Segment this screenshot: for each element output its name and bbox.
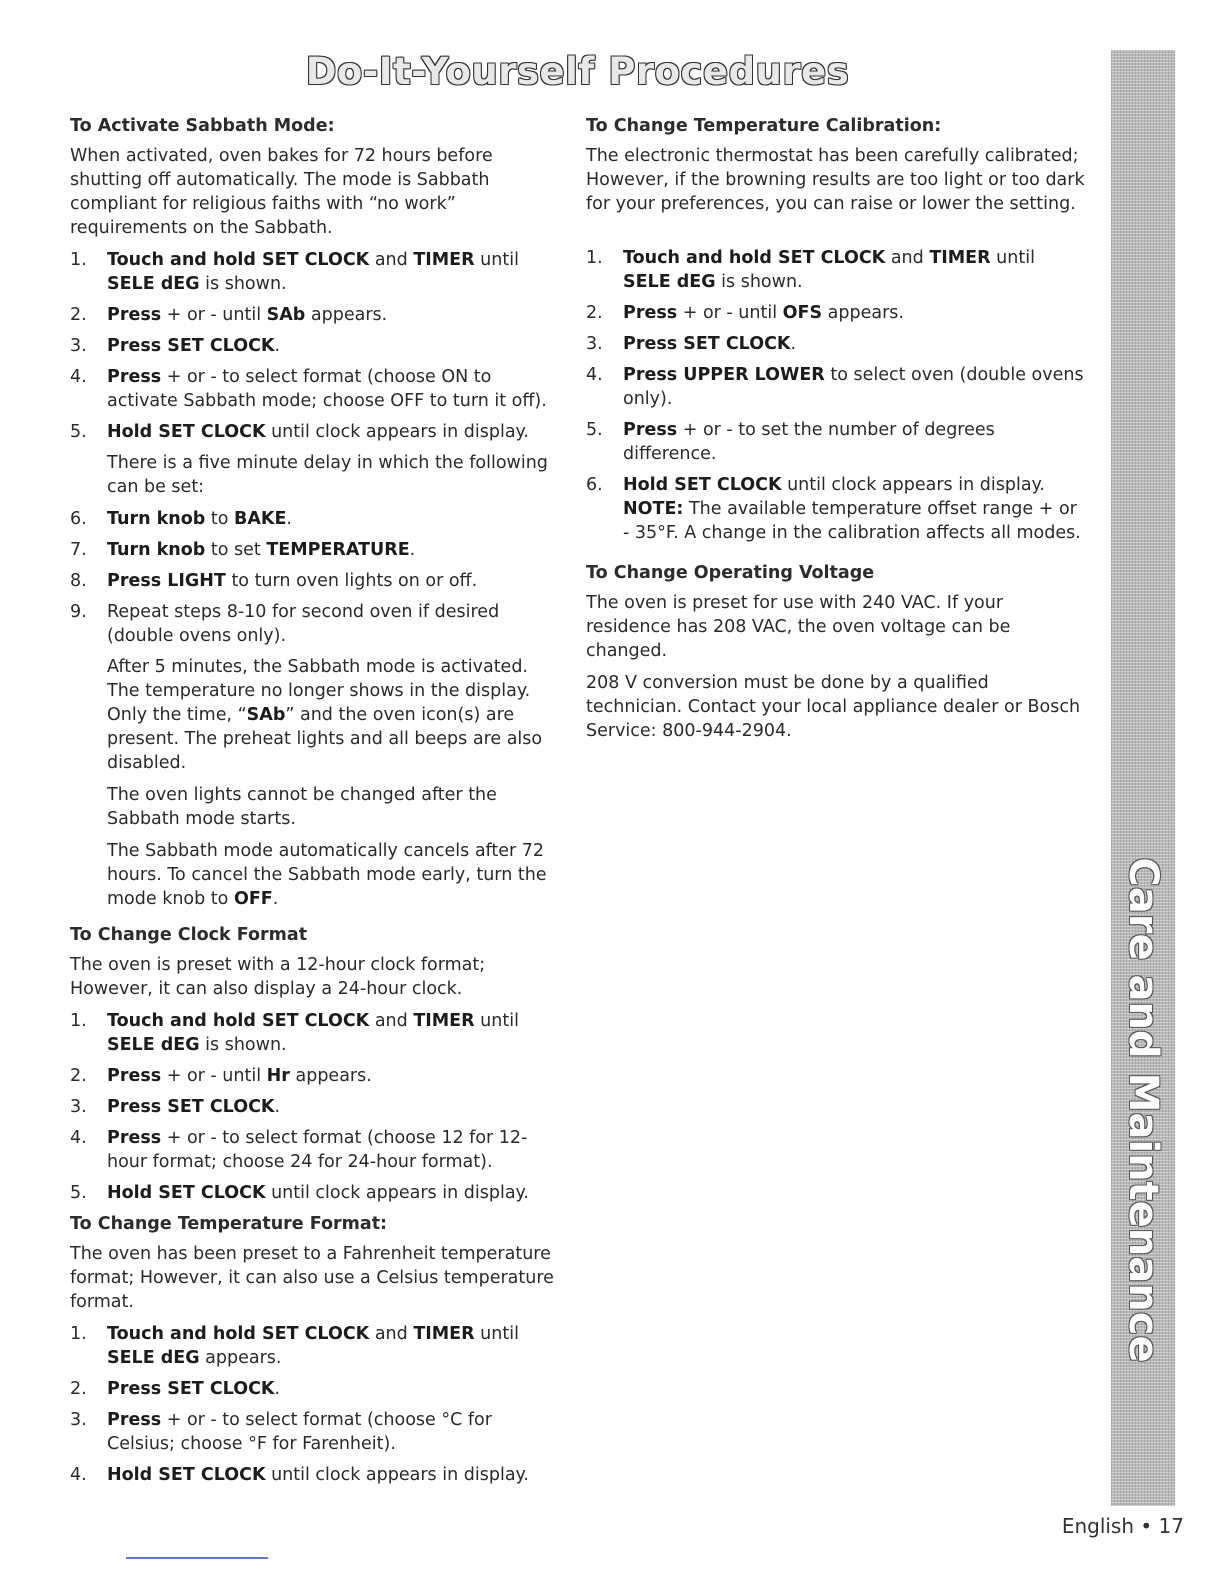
step-number: 5. [586,420,603,440]
section-heading-clock-format: To Change Clock Format [70,925,308,945]
list-item [70,334,560,358]
step-number: 2. [70,305,87,325]
step-emphasis: Hold SET CLOCK [107,422,266,442]
section-heading-sabbath: To Activate Sabbath Mode: [70,116,335,136]
step-number: 2. [70,1066,87,1086]
section-heading-voltage: To Change Operating Voltage [586,563,875,583]
list-item [70,1064,560,1088]
step-number: 4. [70,367,87,387]
step-text: is shown. [199,1035,287,1055]
step-text: + or - until [677,303,783,323]
right-column [586,114,1086,751]
list-item [586,246,1086,294]
step-text: + or - to select format (choose ON to activate Sabbath mode; choose OFF to turn it off). [107,367,547,411]
step-number: 3. [70,1410,87,1430]
step-emphasis: TIMER [413,1324,475,1344]
step-number: 2. [586,303,603,323]
list-item [70,1009,560,1057]
step-number: 6. [586,475,603,495]
step-text: and [885,248,930,268]
step-text: + or - until [161,305,267,325]
step-text: until clock appears in display. [265,1465,529,1485]
voltage-note: 208 V conversion must be done by a qualified technician. Contact your local appliance dealer or Bosch Service: 800-944-2904. [586,673,1081,741]
step-text: . [286,509,292,529]
step-text: to select oven (double ovens only). [623,365,1084,409]
step-text: until clock appears in display. [265,422,529,442]
step-emphasis: Hold SET CLOCK [107,1465,266,1485]
step-emphasis: SAb [266,305,306,325]
step-emphasis: Press [107,1128,162,1148]
list-item [70,1377,560,1401]
step-text: . [274,336,281,356]
step-number: 3. [70,336,87,356]
step-number: 1. [586,248,603,268]
step-emphasis: BAKE [234,509,287,529]
temperature-format-intro: The oven has been preset to a Fahrenheit temperature format; However, it can also use a Celsius temperature format. [70,1244,554,1312]
page-title: Do-It-Yourself Procedures [305,50,850,93]
step-number: 1. [70,250,87,270]
list-item [70,365,560,413]
step-text: + or - to set the number of degrees difference. [623,420,995,464]
step-number: 4. [70,1465,87,1485]
step-text: + or - until [161,1066,267,1086]
sabbath-activated-note: After 5 minutes, the Sabbath mode is activated. The temperature no longer shows in the display. Only the time, “SAb” and the oven icon(s) are present. The preheat lights and all beeps are also disabled. [107,657,543,773]
step-emphasis: Press SET CLOCK [107,1379,275,1399]
step-text: . [274,1097,281,1117]
step-text: + or - to select format (choose °C for Celsius; choose °F for Farenheit). [107,1410,492,1454]
step-emphasis: Press SET CLOCK [107,336,275,356]
list-item [70,1322,560,1370]
step-emphasis: Touch and hold SET CLOCK [107,1324,370,1344]
steps-list [70,1009,560,1205]
step-emphasis: Press SET CLOCK [107,1097,275,1117]
step-emphasis: NOTE: [623,499,684,519]
step-text: until clock appears in display. [265,1183,529,1203]
step-emphasis: Press [623,303,678,323]
step-text: . [274,1379,281,1399]
step-number: 4. [70,1128,87,1148]
step-number: 3. [70,1097,87,1117]
step-emphasis: TEMPERATURE [266,540,410,560]
step-emphasis: Touch and hold SET CLOCK [107,1011,370,1031]
page-footer: English • 17 [1061,1514,1184,1538]
step-emphasis: Hr [266,1066,290,1086]
step-text: . [409,540,416,560]
list-item [70,569,560,593]
step-text: and [369,1324,414,1344]
step-text: to turn oven lights on or off. [225,571,478,591]
step-number: 1. [70,1011,87,1031]
step-emphasis: TIMER [413,1011,475,1031]
list-item [586,473,1086,545]
list-item [586,418,1086,466]
step-text: is shown. [715,272,803,292]
footer-rule [126,1557,268,1559]
step-emphasis: SELE dEG [107,1035,200,1055]
section-heading-temperature-format: To Change Temperature Format: [70,1214,388,1234]
list-item [70,1181,560,1205]
steps-list [70,507,560,648]
step-text: until [474,250,519,270]
list-item [70,420,560,444]
step-emphasis: Turn knob [107,509,206,529]
step-text: appears. [199,1348,282,1368]
step-text: to [205,509,235,529]
step-text: until [474,1324,519,1344]
list-item [70,248,560,296]
step-text: and [369,1011,414,1031]
list-item [70,1126,560,1174]
voltage-intro: The oven is preset for use with 240 VAC. If your residence has 208 VAC, the oven voltage can be changed. [586,593,1011,661]
section-heading-calibration: To Change Temperature Calibration: [586,116,942,136]
list-item [70,1095,560,1119]
step-number: 4. [586,365,603,385]
section-tab-label: Care and Maintenance [1120,857,1166,1363]
step-emphasis: Turn knob [107,540,206,560]
step-text: and [369,250,414,270]
step-text: appears. [289,1066,372,1086]
step-number: 1. [70,1324,87,1344]
step-text: The available temperature offset range + or - 35°F. A change in the calibration affects all modes. [623,499,1081,543]
list-item [586,363,1086,411]
steps-list [586,246,1086,545]
step-text: appears. [822,303,904,323]
step-number: 3. [586,334,603,354]
step-text: . [790,334,797,354]
delay-note: There is a five minute delay in which the following can be set: [107,453,548,497]
step-emphasis: Hold SET CLOCK [623,475,782,495]
step-text: until [474,1011,519,1031]
step-emphasis: Press LIGHT [107,571,226,591]
step-text: is shown. [199,274,287,294]
sabbath-intro: When activated, oven bakes for 72 hours before shutting off automatically. The mode is Sabbath compliant for religious faiths with “no work” requirements on the Sabbath. [70,146,493,238]
step-emphasis: Press [107,1066,162,1086]
section-tab [1111,50,1175,1506]
steps-list [70,248,560,444]
list-item [70,538,560,562]
step-emphasis: SELE dEG [623,272,716,292]
step-emphasis: SELE dEG [107,1348,200,1368]
step-text: appears. [305,305,388,325]
step-emphasis: Press [107,1410,162,1430]
step-text: until clock appears in display. [781,475,1045,495]
clock-intro: The oven is preset with a 12-hour clock format; However, it can also display a 24-hour clock. [70,955,486,999]
step-emphasis: Touch and hold SET CLOCK [107,250,370,270]
list-item [70,507,560,531]
list-item [586,332,1086,356]
step-emphasis: SELE dEG [107,274,200,294]
step-emphasis: Press [623,420,678,440]
step-emphasis: TIMER [929,248,991,268]
left-column [70,114,560,1494]
step-emphasis: Press SET CLOCK [623,334,791,354]
step-number: 9. [70,602,87,622]
step-emphasis: OFS [782,303,823,323]
lights-note: The oven lights cannot be changed after the Sabbath mode starts. [107,785,497,829]
list-item [70,1463,560,1487]
step-number: 5. [70,422,87,442]
step-emphasis: Hold SET CLOCK [107,1183,266,1203]
step-number: 5. [70,1183,87,1203]
step-emphasis: Touch and hold SET CLOCK [623,248,886,268]
step-number: 2. [70,1379,87,1399]
calibration-intro: The electronic thermostat has been carefully calibrated; However, if the browning results are too light or too dark for your preferences, you can raise or lower the setting. [586,146,1085,214]
step-emphasis: Press [107,305,162,325]
step-text: until [990,248,1035,268]
step-emphasis: Press [107,367,162,387]
step-number: 8. [70,571,87,591]
list-item [586,301,1086,325]
step-emphasis: Press UPPER LOWER [623,365,825,385]
list-item [70,1408,560,1456]
list-item [70,600,560,648]
list-item [70,303,560,327]
step-text: Repeat steps 8-10 for second oven if desired (double ovens only). [107,602,500,646]
cancel-note: The Sabbath mode automatically cancels after 72 hours. To cancel the Sabbath mode early, turn the mode knob to OFF. [107,841,547,909]
step-number: 6. [70,509,87,529]
step-number: 7. [70,540,87,560]
steps-list [70,1322,560,1487]
step-text: + or - to select format (choose 12 for 12-hour format; choose 24 for 24-hour format). [107,1128,528,1172]
step-emphasis: TIMER [413,250,475,270]
step-text: to set [205,540,267,560]
